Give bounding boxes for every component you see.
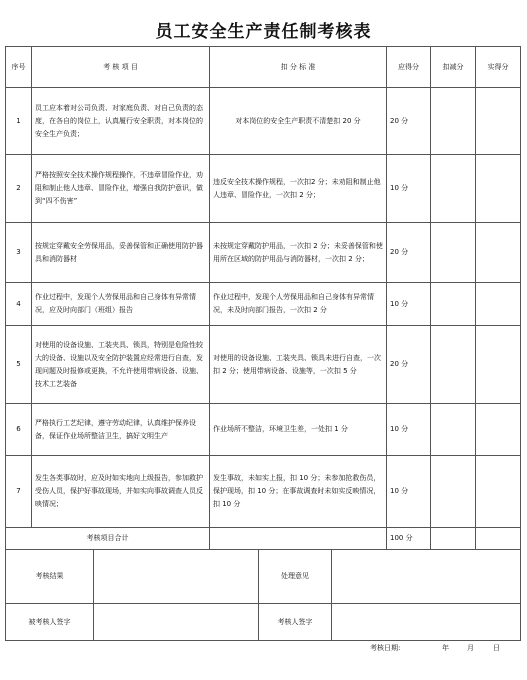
row-criteria: 违反安全技术操作规程，一次扣2 分；未劝阻和制止他人违章、冒险作业，一次扣 2 分； [210,155,387,223]
row-actual-score[interactable] [476,404,521,456]
header-criteria: 扣 分 标 准 [210,47,387,88]
row-number: 6 [6,404,32,456]
row-number: 1 [6,88,32,155]
row-due-score: 10 分 [387,283,431,326]
row-item: 对使用的设备设施、工装夹具、锁具，特别是危险性较大的设备、设施以及安全防护装置应经常进行自查，发现问题及时报修或更换，不允许使用带病设备、设施、技术工艺装备 [32,326,210,404]
row-item: 按规定穿戴安全劳保用品，妥善保管和正确使用防护器具和消防器材 [32,223,210,283]
table-row [6,283,521,326]
row-due-score: 20 分 [387,223,431,283]
total-deduct-score[interactable] [431,528,476,550]
row-deduct-score[interactable] [431,456,476,528]
row-actual-score[interactable] [476,283,521,326]
result-row [6,550,521,604]
row-number: 3 [6,223,32,283]
date-month: 月 [467,644,474,652]
form-title: 员工安全生产责任制考核表 [155,22,372,42]
signature-row [6,604,521,641]
row-due-score: 10 分 [387,155,431,223]
table-row [6,404,521,456]
table-row [6,326,521,404]
row-number: 5 [6,326,32,404]
total-row [6,528,521,550]
table-row [6,223,521,283]
row-due-score: 10 分 [387,456,431,528]
opinion-label: 处理意见 [259,550,332,604]
result-field[interactable] [94,550,259,604]
header-item: 考 核 项 目 [32,47,210,88]
row-number: 2 [6,155,32,223]
row-actual-score[interactable] [476,326,521,404]
header-deduct-score: 扣减分 [431,47,476,88]
row-item: 作业过程中，发现个人劳保用品和自己身体有异常情况，应及时向部门（班组）报告 [32,283,210,326]
row-deduct-score[interactable] [431,88,476,155]
total-label: 考核项目合计 [6,528,210,550]
examinee-signature-field[interactable] [94,604,259,641]
row-deduct-score[interactable] [431,155,476,223]
row-item: 严格执行工艺纪律，遵守劳动纪律，认真维护保养设备，保证作业场所整洁卫生，搞好文明生产 [32,404,210,456]
date-year: 年 [442,644,449,652]
opinion-field[interactable] [332,550,521,604]
examinee-signature-label: 被考核人签字 [6,604,94,641]
row-item: 严格按照安全技术操作规程操作，不违章冒险作业，劝阻和制止他人违章、冒险作业，增强自我防护意识，做到“四不伤害” [32,155,210,223]
row-item: 员工应本着对公司负责、对家庭负责、对自己负责的态度，在各自的岗位上，认真履行安全职责，对本岗位的安全生产负责； [32,88,210,155]
total-actual-score[interactable] [476,528,521,550]
total-score: 100 分 [387,528,431,550]
table-row [6,456,521,528]
row-actual-score[interactable] [476,88,521,155]
row-due-score: 20 分 [387,88,431,155]
header-due-score: 应得分 [387,47,431,88]
examiner-signature-field[interactable] [332,604,521,641]
row-deduct-score[interactable] [431,223,476,283]
row-deduct-score[interactable] [431,404,476,456]
row-criteria: 发生事故，未如实上报，扣 10 分；未参加抢救伤员，保护现场，扣 10 分；在事故调查时未如实反映情况，扣 10 分 [210,456,387,528]
result-label: 考核结果 [6,550,94,604]
row-criteria: 作业场所不整洁，环境卫生差，一处扣 1 分 [210,404,387,456]
row-actual-score[interactable] [476,223,521,283]
date-day: 日 [493,644,500,652]
row-criteria: 未按规定穿戴防护用品，一次扣 2 分；未妥善保管和使用所在区域的防护用品与消防器材，一次扣 2 分； [210,223,387,283]
header-row [6,47,521,88]
row-deduct-score[interactable] [431,283,476,326]
row-item: 发生各类事故时，应及时如实地向上级报告，参加救护受伤人员，保护好事故现场，并如实向事故调查人员反映情况； [32,456,210,528]
row-deduct-score[interactable] [431,326,476,404]
header-seq: 序号 [6,47,32,88]
row-actual-score[interactable] [476,456,521,528]
examiner-signature-label: 考核人签字 [259,604,332,641]
total-criteria-cell [210,528,387,550]
signature-table [5,549,521,641]
row-actual-score[interactable] [476,155,521,223]
row-number: 4 [6,283,32,326]
row-criteria: 作业过程中，发现个人劳保用品和自己身体有异常情况，未及时向部门报告，一次扣 2 分 [210,283,387,326]
table-row [6,88,521,155]
date-label: 考核日期: [370,644,401,652]
header-actual-score: 实得分 [476,47,521,88]
row-criteria: 对本岗位的安全生产职责不清楚扣 20 分 [210,88,387,155]
row-criteria: 对使用的设备设施、工装夹具、锁具未进行自查，一次扣 2 分；使用带病设备、设施等，一次扣 5 分 [210,326,387,404]
row-due-score: 10 分 [387,404,431,456]
row-number: 7 [6,456,32,528]
assessment-table [5,46,521,550]
table-row [6,155,521,223]
row-due-score: 20 分 [387,326,431,404]
